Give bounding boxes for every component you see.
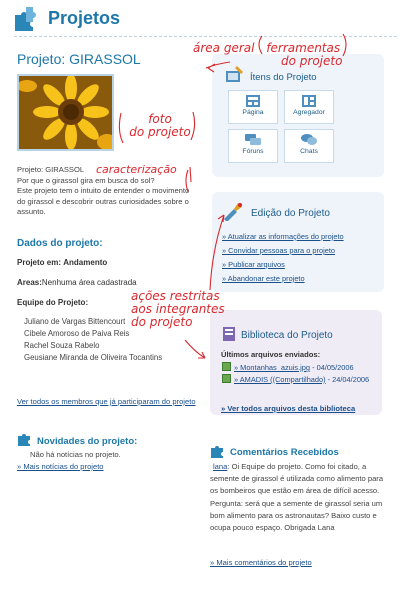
annotation-photo bbox=[125, 113, 195, 139]
description-line: assunto. bbox=[17, 207, 46, 216]
annotation-text: do projeto bbox=[131, 315, 193, 329]
description-line: Projeto: GIRASSOL bbox=[17, 165, 85, 174]
recent-files-label: Últimos arquivos enviados: bbox=[221, 350, 321, 359]
status-value: Andamento bbox=[63, 258, 108, 267]
forum-icon bbox=[245, 134, 261, 146]
page-title: Projetos bbox=[48, 8, 121, 28]
list-item: Rachel Souza Rabelo bbox=[24, 341, 100, 350]
image-file-icon bbox=[222, 362, 231, 371]
file-date: - 04/05/2006 bbox=[310, 363, 354, 372]
annotation-text: do projeto bbox=[281, 54, 343, 68]
areas-label: Areas: bbox=[17, 278, 42, 287]
areas-value: Nenhuma área cadastrada bbox=[41, 278, 137, 287]
annotation-general-area bbox=[193, 42, 401, 68]
chat-icon bbox=[301, 134, 317, 146]
leave-project-link[interactable]: » Abandonar este projeto bbox=[222, 274, 305, 283]
news-title: Novidades do projeto: bbox=[37, 436, 138, 447]
view-all-files-link[interactable]: » Ver todos arquivos desta biblioteca bbox=[221, 404, 356, 413]
annotation-text: foto bbox=[148, 112, 172, 126]
puzzle-icon bbox=[12, 5, 42, 33]
tool-label: Fóruns bbox=[242, 148, 264, 155]
annotation-restricted-actions bbox=[131, 290, 241, 329]
tool-label: Chats bbox=[300, 148, 318, 155]
project-areas bbox=[17, 278, 137, 287]
file-name[interactable]: » AMADIS ((Compartilhado) bbox=[234, 375, 326, 384]
publish-files-link[interactable]: » Publicar arquivos bbox=[222, 260, 285, 269]
invite-people-link[interactable]: » Convidar pessoas para o projeto bbox=[222, 246, 335, 255]
all-members-link[interactable]: Ver todos os membros que já participaram do projeto bbox=[17, 397, 196, 406]
page-icon bbox=[245, 95, 261, 107]
library-title: Biblioteca do Projeto bbox=[241, 330, 333, 341]
list-item: Juliano de Vargas Bittencourt bbox=[24, 317, 126, 326]
page-tool-button[interactable] bbox=[228, 90, 278, 124]
puzzle-icon bbox=[210, 443, 226, 459]
annotation-characterization: caracterização bbox=[96, 163, 177, 176]
status-label: Projeto em: bbox=[17, 258, 62, 267]
project-items-title: Ítens do Projeto bbox=[250, 72, 317, 83]
more-comments-link[interactable]: » Mais comentários do projeto bbox=[210, 558, 312, 567]
file-item[interactable] bbox=[222, 362, 354, 372]
project-photo[interactable] bbox=[17, 74, 114, 151]
annotation-text: área geral bbox=[193, 41, 255, 55]
news-empty-text: Não há notícias no projeto. bbox=[30, 450, 121, 459]
description-line: do girassol e descobrir outras curiosidades sobre o bbox=[17, 196, 189, 206]
list-item: Geusiane Miranda de Oliveira Tocantins bbox=[24, 353, 163, 362]
description-line: Por que o girassol gira em busca do sol? bbox=[17, 175, 155, 185]
edit-tools-icon bbox=[222, 201, 244, 221]
list-item: Cibele Amoroso de Paiva Reis bbox=[24, 329, 130, 338]
project-edit-title: Edição do Projeto bbox=[251, 208, 330, 219]
description-line: Este projeto tem o intuito de entender o movimento bbox=[17, 186, 190, 195]
forums-tool-button[interactable] bbox=[228, 129, 278, 163]
annotation-text: do projeto bbox=[129, 125, 191, 139]
file-item[interactable] bbox=[222, 374, 369, 384]
project-title: Projeto: GIRASSOL bbox=[17, 51, 141, 67]
aggregator-icon bbox=[301, 95, 317, 107]
chats-tool-button[interactable] bbox=[284, 129, 334, 163]
annotation-text: aos integrantes bbox=[131, 302, 225, 316]
comment-author-link[interactable]: lana bbox=[213, 462, 228, 471]
aggregator-tool-button[interactable] bbox=[284, 90, 334, 124]
annotation-text: ações restritas bbox=[131, 289, 220, 303]
tool-label: Agregador bbox=[293, 109, 325, 116]
header-divider bbox=[14, 36, 397, 37]
puzzle-icon bbox=[17, 431, 33, 447]
file-name[interactable]: » Montanhas_azuis.jpg bbox=[234, 363, 311, 372]
comment-item bbox=[210, 461, 392, 534]
dados-title: Dados do projeto: bbox=[17, 238, 103, 249]
file-date: - 24/04/2006 bbox=[325, 375, 370, 384]
annotation-text: ferramentas bbox=[266, 41, 341, 55]
file-icon bbox=[222, 374, 231, 383]
project-status bbox=[17, 258, 107, 267]
team-label: Equipe do Projeto: bbox=[17, 298, 89, 307]
more-news-link[interactable]: » Mais notícias do projeto bbox=[17, 462, 104, 471]
update-info-link[interactable]: » Atualizar as informações do projeto bbox=[222, 232, 344, 241]
comment-text: : Oi Equipe do projeto. Como foi citado, a semente de girassol é utilizada como alimento para os bombeiros que estão em área de difícil acesso. Pergunta: será que a semente de girassol seria um bom alimento para os astronautas? Baixo custo e ocupa pouco espaço. Obrigada Lana bbox=[210, 462, 384, 533]
comments-title: Comentários Recebidos bbox=[230, 447, 339, 458]
tool-label: Página bbox=[242, 109, 264, 116]
